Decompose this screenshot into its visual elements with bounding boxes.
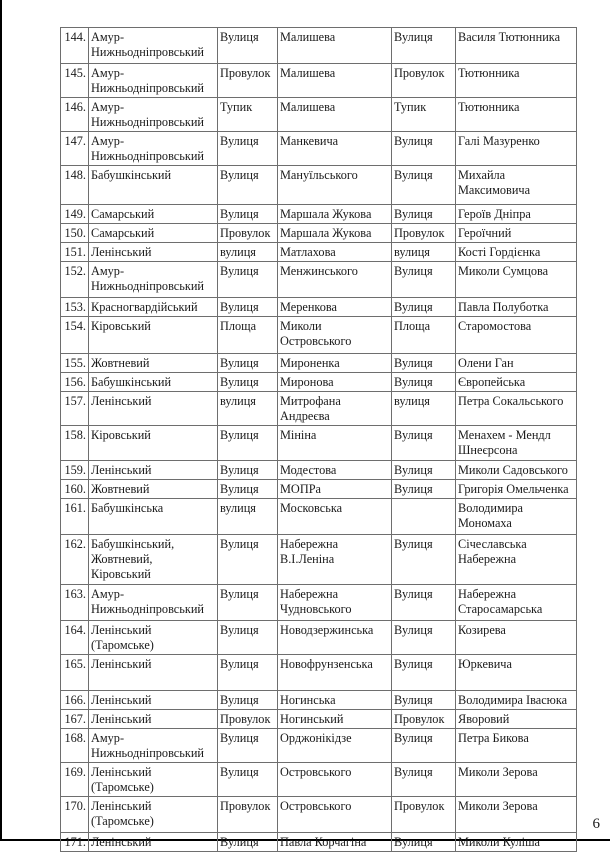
row-number: 156. xyxy=(61,373,89,392)
old-name-cell: Миронова xyxy=(278,373,392,392)
new-type-cell: Вулиця xyxy=(392,763,456,797)
new-name-cell: Юркевича xyxy=(456,655,577,691)
new-name-cell: Старомостова xyxy=(456,317,577,354)
table-row xyxy=(61,710,577,729)
old-type-cell: Вулиця xyxy=(218,535,278,585)
old-type-cell: Вулиця xyxy=(218,763,278,797)
district-cell: Амур-Нижньодніпровський xyxy=(89,28,218,64)
new-name-cell: Володимира Івасюка xyxy=(456,691,577,710)
table-row xyxy=(61,480,577,499)
new-name-cell: Петра Сокальського xyxy=(456,392,577,426)
table-body xyxy=(61,28,577,852)
district-cell: Ленінський xyxy=(89,392,218,426)
old-type-cell: Вулиця xyxy=(218,426,278,461)
new-type-cell: Вулиця xyxy=(392,585,456,621)
district-cell: Ленінський xyxy=(89,691,218,710)
table-row xyxy=(61,392,577,426)
old-name-cell: Набережна В.І.Леніна xyxy=(278,535,392,585)
old-name-cell: Новофрунзенська xyxy=(278,655,392,691)
new-type-cell: Провулок xyxy=(392,797,456,833)
old-type-cell: вулиця xyxy=(218,499,278,535)
new-type-cell: Вулиця xyxy=(392,262,456,298)
new-name-cell: Героїчний xyxy=(456,224,577,243)
new-name-cell: Миколи Садовського xyxy=(456,461,577,480)
old-name-cell: Малишева xyxy=(278,98,392,132)
old-name-cell: Маршала Жукова xyxy=(278,224,392,243)
old-name-cell: Мироненка xyxy=(278,354,392,373)
old-name-cell: Новодзержинська xyxy=(278,621,392,655)
old-name-cell: Мініна xyxy=(278,426,392,461)
district-cell: Амур-Нижньодніпровський xyxy=(89,585,218,621)
row-number: 171. xyxy=(61,833,89,852)
new-name-cell: Січеславська Набережна xyxy=(456,535,577,585)
old-type-cell: Вулиця xyxy=(218,585,278,621)
table-row xyxy=(61,205,577,224)
new-name-cell: Миколи Зерова xyxy=(456,797,577,833)
row-number: 144. xyxy=(61,28,89,64)
new-name-cell: Миколи Зерова xyxy=(456,763,577,797)
old-type-cell: вулиця xyxy=(218,243,278,262)
table-row xyxy=(61,262,577,298)
old-type-cell: Провулок xyxy=(218,797,278,833)
district-cell: Бабушкінський, Жовтневий, Кіровський xyxy=(89,535,218,585)
district-cell: Самарський xyxy=(89,224,218,243)
new-name-cell: Миколи Куліша xyxy=(456,833,577,852)
row-number: 149. xyxy=(61,205,89,224)
new-name-cell: Яворовий xyxy=(456,710,577,729)
district-cell: Ленінський xyxy=(89,710,218,729)
old-name-cell: Малишева xyxy=(278,64,392,98)
table-row xyxy=(61,585,577,621)
new-name-cell: Європейська xyxy=(456,373,577,392)
new-type-cell: вулиця xyxy=(392,243,456,262)
new-type-cell: Вулиця xyxy=(392,28,456,64)
table-row xyxy=(61,28,577,64)
row-number: 145. xyxy=(61,64,89,98)
district-cell: Ленінський xyxy=(89,655,218,691)
new-name-cell: Набережна Старосамарська xyxy=(456,585,577,621)
district-cell: Амур-Нижньодніпровський xyxy=(89,98,218,132)
old-type-cell: Вулиця xyxy=(218,480,278,499)
new-type-cell: Провулок xyxy=(392,224,456,243)
old-name-cell: Матлахова xyxy=(278,243,392,262)
table-row xyxy=(61,98,577,132)
row-number: 151. xyxy=(61,243,89,262)
new-name-cell: Галі Мазуренко xyxy=(456,132,577,166)
new-type-cell: Вулиця xyxy=(392,833,456,852)
old-name-cell: Островського xyxy=(278,797,392,833)
district-cell: Амур-Нижньодніпровський xyxy=(89,132,218,166)
table-row xyxy=(61,298,577,317)
new-type-cell: Вулиця xyxy=(392,480,456,499)
old-type-cell: Вулиця xyxy=(218,28,278,64)
row-number: 148. xyxy=(61,166,89,205)
row-number: 160. xyxy=(61,480,89,499)
old-type-cell: Вулиця xyxy=(218,373,278,392)
district-cell: Ленінський (Таромське) xyxy=(89,621,218,655)
new-type-cell: Вулиця xyxy=(392,535,456,585)
district-cell: Бабушкінська xyxy=(89,499,218,535)
old-type-cell: Вулиця xyxy=(218,691,278,710)
new-name-cell: Михайла Максимовича xyxy=(456,166,577,205)
new-name-cell: Олени Ган xyxy=(456,354,577,373)
table-row xyxy=(61,763,577,797)
row-number: 166. xyxy=(61,691,89,710)
new-type-cell: Вулиця xyxy=(392,621,456,655)
table-row xyxy=(61,64,577,98)
district-cell: Ленінський (Таромське) xyxy=(89,797,218,833)
old-type-cell: вулиця xyxy=(218,392,278,426)
old-type-cell: Вулиця xyxy=(218,132,278,166)
new-type-cell: Тупик xyxy=(392,98,456,132)
table-row xyxy=(61,243,577,262)
old-type-cell: Вулиця xyxy=(218,166,278,205)
new-type-cell: Провулок xyxy=(392,710,456,729)
table-row xyxy=(61,461,577,480)
old-name-cell: МОПРа xyxy=(278,480,392,499)
row-number: 168. xyxy=(61,729,89,763)
table-row xyxy=(61,224,577,243)
new-type-cell: Вулиця xyxy=(392,729,456,763)
old-name-cell: Набережна Чудновського xyxy=(278,585,392,621)
new-name-cell: Тютюнника xyxy=(456,64,577,98)
row-number: 163. xyxy=(61,585,89,621)
district-cell: Бабушкінський xyxy=(89,166,218,205)
old-name-cell: Меренкова xyxy=(278,298,392,317)
new-type-cell xyxy=(392,499,456,535)
old-type-cell: Вулиця xyxy=(218,621,278,655)
table-row xyxy=(61,354,577,373)
district-cell: Жовтневий xyxy=(89,354,218,373)
table-row xyxy=(61,833,577,852)
new-type-cell: Вулиця xyxy=(392,426,456,461)
table-row xyxy=(61,317,577,354)
district-cell: Красногвардійський xyxy=(89,298,218,317)
new-type-cell: Провулок xyxy=(392,64,456,98)
row-number: 162. xyxy=(61,535,89,585)
table-row xyxy=(61,166,577,205)
table-row xyxy=(61,691,577,710)
old-type-cell: Вулиця xyxy=(218,262,278,298)
new-name-cell: Павла Полуботка xyxy=(456,298,577,317)
old-name-cell: Ногинський xyxy=(278,710,392,729)
row-number: 161. xyxy=(61,499,89,535)
old-type-cell: Вулиця xyxy=(218,461,278,480)
row-number: 155. xyxy=(61,354,89,373)
district-cell: Ленінський (Таромське) xyxy=(89,763,218,797)
new-type-cell: вулиця xyxy=(392,392,456,426)
row-number: 147. xyxy=(61,132,89,166)
row-number: 150. xyxy=(61,224,89,243)
table-row xyxy=(61,426,577,461)
old-type-cell: Вулиця xyxy=(218,655,278,691)
old-name-cell: Павла Корчагіна xyxy=(278,833,392,852)
old-name-cell: Ногинська xyxy=(278,691,392,710)
new-type-cell: Вулиця xyxy=(392,166,456,205)
district-cell: Самарський xyxy=(89,205,218,224)
old-name-cell: Маршала Жукова xyxy=(278,205,392,224)
district-cell: Амур-Нижньодніпровський xyxy=(89,729,218,763)
old-type-cell: Вулиця xyxy=(218,205,278,224)
old-type-cell: Провулок xyxy=(218,710,278,729)
new-name-cell: Менахем - Мендл Шнеєрсона xyxy=(456,426,577,461)
new-name-cell: Петра Бикова xyxy=(456,729,577,763)
district-cell: Амур-Нижньодніпровський xyxy=(89,262,218,298)
district-cell: Жовтневий xyxy=(89,480,218,499)
old-type-cell: Провулок xyxy=(218,224,278,243)
row-number: 153. xyxy=(61,298,89,317)
old-name-cell: Митрофана Андреєва xyxy=(278,392,392,426)
table-row xyxy=(61,655,577,691)
new-name-cell: Володимира Мономаха xyxy=(456,499,577,535)
new-name-cell: Миколи Сумцова xyxy=(456,262,577,298)
row-number: 165. xyxy=(61,655,89,691)
old-name-cell: Манкевича xyxy=(278,132,392,166)
district-cell: Амур-Нижньодніпровський xyxy=(89,64,218,98)
district-cell: Кіровський xyxy=(89,317,218,354)
new-name-cell: Василя Тютюнника xyxy=(456,28,577,64)
new-name-cell: Григорія Омельченка xyxy=(456,480,577,499)
table-row xyxy=(61,132,577,166)
row-number: 158. xyxy=(61,426,89,461)
old-type-cell: Тупик xyxy=(218,98,278,132)
row-number: 154. xyxy=(61,317,89,354)
old-type-cell: Вулиця xyxy=(218,354,278,373)
district-cell: Ленінський xyxy=(89,461,218,480)
new-type-cell: Вулиця xyxy=(392,691,456,710)
district-cell: Ленінський xyxy=(89,243,218,262)
row-number: 167. xyxy=(61,710,89,729)
district-cell: Кіровський xyxy=(89,426,218,461)
old-type-cell: Вулиця xyxy=(218,298,278,317)
old-type-cell: Вулиця xyxy=(218,729,278,763)
row-number: 157. xyxy=(61,392,89,426)
row-number: 164. xyxy=(61,621,89,655)
new-type-cell: Площа xyxy=(392,317,456,354)
new-name-cell: Козирева xyxy=(456,621,577,655)
district-cell: Ленінський xyxy=(89,833,218,852)
table-row xyxy=(61,373,577,392)
old-name-cell: Островського xyxy=(278,763,392,797)
table-row xyxy=(61,621,577,655)
row-number: 169. xyxy=(61,763,89,797)
old-name-cell: Малишева xyxy=(278,28,392,64)
district-cell: Бабушкінський xyxy=(89,373,218,392)
new-type-cell: Вулиця xyxy=(392,461,456,480)
old-type-cell: Провулок xyxy=(218,64,278,98)
new-name-cell: Кості Гордієнка xyxy=(456,243,577,262)
new-name-cell: Тютюнника xyxy=(456,98,577,132)
new-type-cell: Вулиця xyxy=(392,298,456,317)
old-type-cell: Площа xyxy=(218,317,278,354)
new-type-cell: Вулиця xyxy=(392,354,456,373)
old-name-cell: Миколи Островського xyxy=(278,317,392,354)
old-name-cell: Мануїльського xyxy=(278,166,392,205)
table-row xyxy=(61,729,577,763)
new-type-cell: Вулиця xyxy=(392,132,456,166)
row-number: 170. xyxy=(61,797,89,833)
row-number: 159. xyxy=(61,461,89,480)
old-name-cell: Модестова xyxy=(278,461,392,480)
new-name-cell: Героїв Дніпра xyxy=(456,205,577,224)
new-type-cell: Вулиця xyxy=(392,373,456,392)
row-number: 152. xyxy=(61,262,89,298)
old-type-cell: Вулиця xyxy=(218,833,278,852)
new-type-cell: Вулиця xyxy=(392,205,456,224)
old-name-cell: Московська xyxy=(278,499,392,535)
row-number: 146. xyxy=(61,98,89,132)
street-renaming-table xyxy=(60,27,577,852)
old-name-cell: Менжинського xyxy=(278,262,392,298)
table-row xyxy=(61,797,577,833)
new-type-cell: Вулиця xyxy=(392,655,456,691)
old-name-cell: Орджонікідзе xyxy=(278,729,392,763)
page-number: 6 xyxy=(592,816,600,832)
table-row xyxy=(61,535,577,585)
table-row xyxy=(61,499,577,535)
